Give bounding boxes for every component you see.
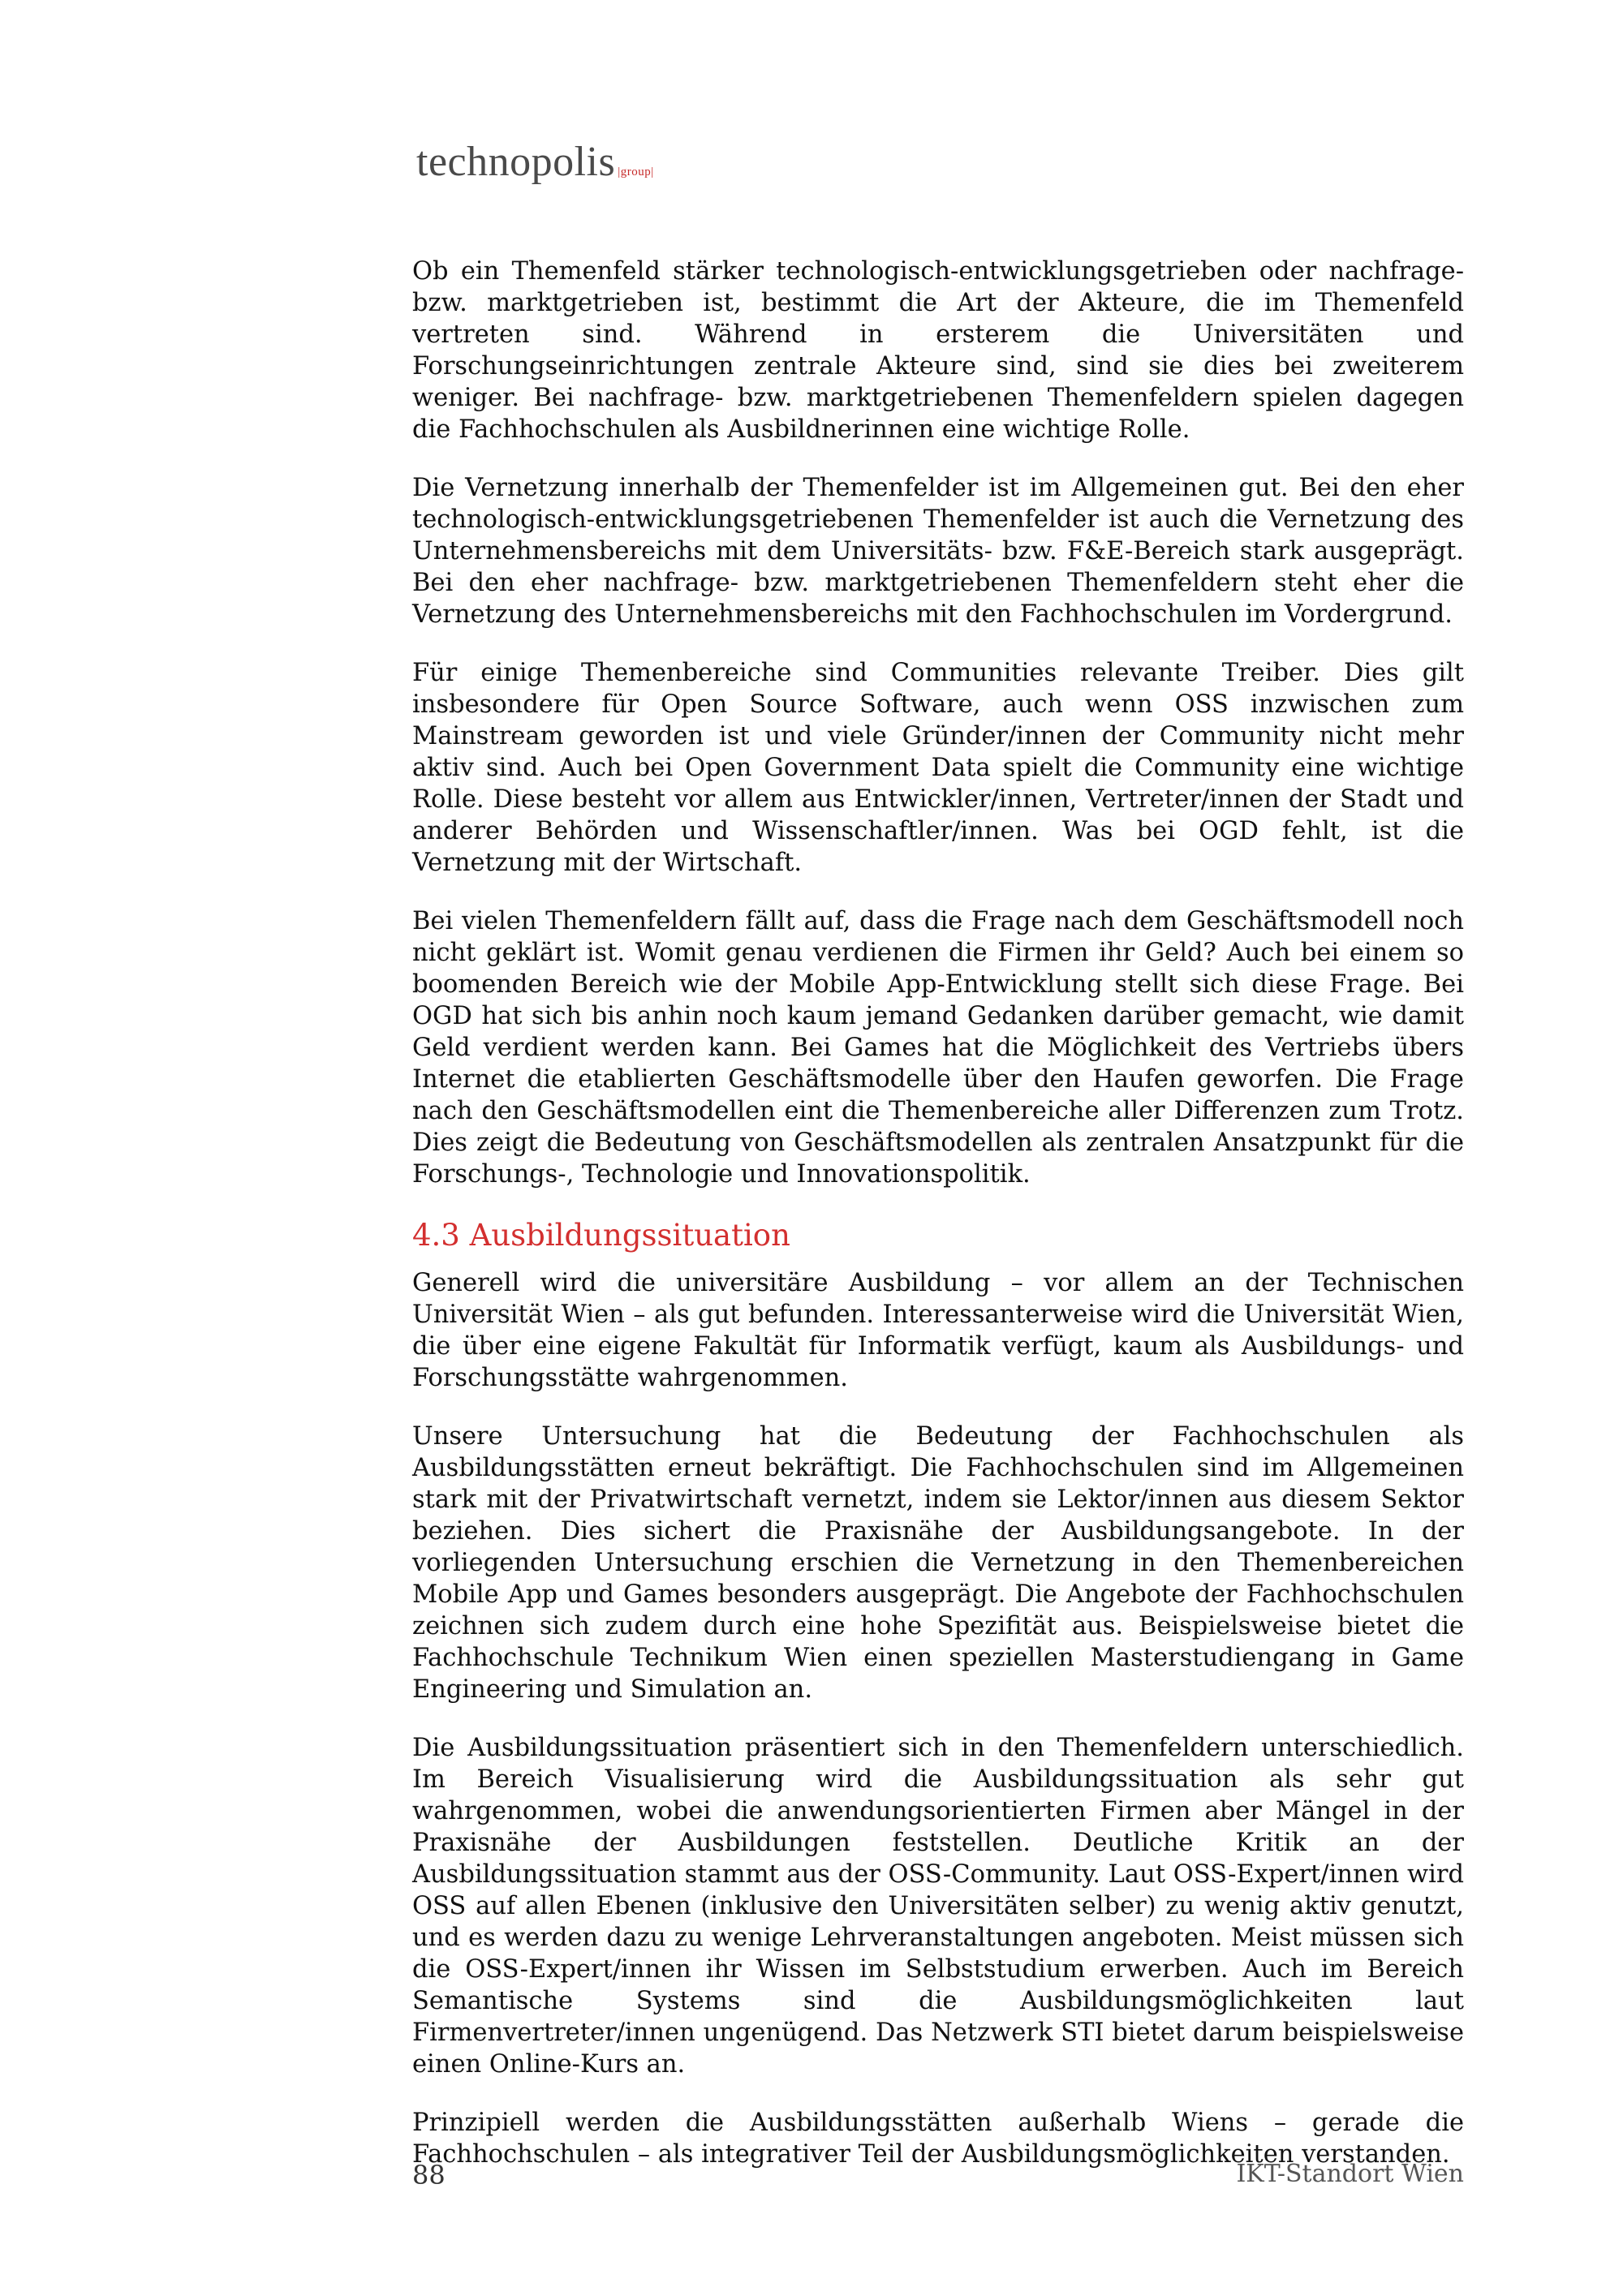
paragraph-prinzipiell: Prinzipiell werden die Ausbildungsstätten außerhalb Wiens – gerade die Fachhochschulen – als integrativer Teil der Ausbildungsmöglichkeiten verstanden.	[412, 2109, 1464, 2169]
main-content	[412, 256, 1464, 2197]
paragraph-ausbildungssituation: Die Ausbildungssituation präsentiert sich in den Themenfeldern unterschiedlich. Im Bereich Visualisierung wird die Ausbildungssituation als sehr gut wahrgenommen, wobei die anwendungsorientierten Firmen aber Mängel in der Praxisnähe der Ausbildungen feststellen. Deutliche Kritik an der Ausbildungssituation stammt aus der OSS-Community. Laut OSS-Expert/innen wird OSS auf allen Ebenen (inklusive den Universitäten selber) zu wenig aktiv genutzt, und es werden dazu zu wenige Lehrveranstaltungen angeboten. Meist müssen sich die OSS-Expert/innen ihr Wissen im Selbststudium erwerben. Auch im Bereich Semantische Systems sind die Ausbildungsmöglichkeiten laut Firmenvertreter/innen ungenügend. Das Netzwerk STI bietet darum beispielsweise einen Online-Kurs an.	[412, 1734, 1464, 2079]
document-title: IKT-Standort Wien	[1236, 2160, 1464, 2188]
paragraph-communities: Für einige Themenbereiche sind Communities relevante Treiber. Dies gilt insbesondere für Open Source Software, auch wenn OSS inzwischen zum Mainstream geworden ist und viele Gründer/innen der Community nicht mehr aktiv sind. Auch bei Open Government Data spielt die Community eine wichtige Rolle. Diese besteht vor allem aus Entwickler/innen, Vertreter/innen der Stadt und anderer Behörden und Wissenschaftler/innen. Was bei OGD fehlt, ist die Vernetzung mit der Wirtschaft.	[412, 659, 1464, 877]
logo	[416, 138, 654, 186]
logo-subtitle: |group|	[618, 166, 654, 178]
paragraph-universitaere-ausbildung: Generell wird die universitäre Ausbildung – vor allem an der Technischen Universität Wien – als gut befunden. Interessanterweise wird die Universität Wien, die über eine eigene Fakultät für Informatik verfügt, kaum als Ausbildungs- und Forschungsstätte wahrgenommen.	[412, 1269, 1464, 1392]
paragraph-geschaeftsmodell: Bei vielen Themenfeldern fällt auf, dass die Frage nach dem Geschäftsmodell noch nicht geklärt ist. Womit genau verdienen die Firmen ihr Geld? Auch bei einem so boomenden Bereich wie der Mobile App-Entwicklung stellt sich diese Frage. Bei OGD hat sich bis anhin noch kaum jemand Gedanken darüber gemacht, wie damit Geld verdient werden kann. Bei Games hat die Möglichkeit des Vertriebs übers Internet die etablierten Geschäftsmodelle über den Haufen geworfen. Die Frage nach den Geschäftsmodellen eint die Themenbereiche aller Differenzen zum Trotz. Dies zeigt die Bedeutung von Geschäftsmodellen als zentralen Ansatzpunkt für die Forschungs-, Technologie und Innovationspolitik.	[412, 907, 1464, 1189]
paragraph-vernetzung: Die Vernetzung innerhalb der Themenfelder ist im Allgemeinen gut. Bei den eher technologisch-entwicklungsgetriebenen Themenfelder ist auch die Vernetzung des Unternehmensbereichs mit dem Universitäts- bzw. F&E-Bereich stark ausgeprägt. Bei den eher nachfrage- bzw. marktgetriebenen Themenfeldern steht eher die Vernetzung des Unternehmensbereichs mit den Fachhochschulen im Vordergrund.	[412, 474, 1464, 629]
logo-text: technopolis	[416, 139, 616, 185]
paragraph-fachhochschulen: Unsere Untersuchung hat die Bedeutung der Fachhochschulen als Ausbildungsstätten erneut bekräftigt. Die Fachhochschulen sind im Allgemeinen stark mit der Privatwirtschaft vernetzt, indem sie Lektor/innen aus diesem Sektor beziehen. Dies sichert die Praxisnähe der Ausbildungsangebote. In der vorliegenden Untersuchung erschien die Vernetzung in den Themenbereichen Mobile App und Games besonders ausgeprägt. Die Angebote der Fachhochschulen zeichnen sich zudem durch eine hohe Spezifität aus. Beispielsweise bietet die Fachhochschule Technikum Wien einen speziellen Masterstudiengang in Game Engineering und Simulation an.	[412, 1422, 1464, 1704]
paragraph-themenfeld-akteure: Ob ein Themenfeld stärker technologisch-entwicklungsgetrieben oder nachfrage- bzw. marktgetrieben ist, bestimmt die Art der Akteure, die im Themenfeld vertreten sind. Während in ersterem die Universitäten und Forschungseinrichtungen zentrale Akteure sind, sind sie dies bei zweiterem weniger. Bei nachfrage- bzw. marktgetriebenen Themenfeldern spielen dagegen die Fachhochschulen als Ausbildnerinnen eine wichtige Rolle.	[412, 257, 1464, 444]
section-heading: 4.3 Ausbildungssituation	[412, 1218, 790, 1253]
page-number: 88	[412, 2160, 446, 2191]
